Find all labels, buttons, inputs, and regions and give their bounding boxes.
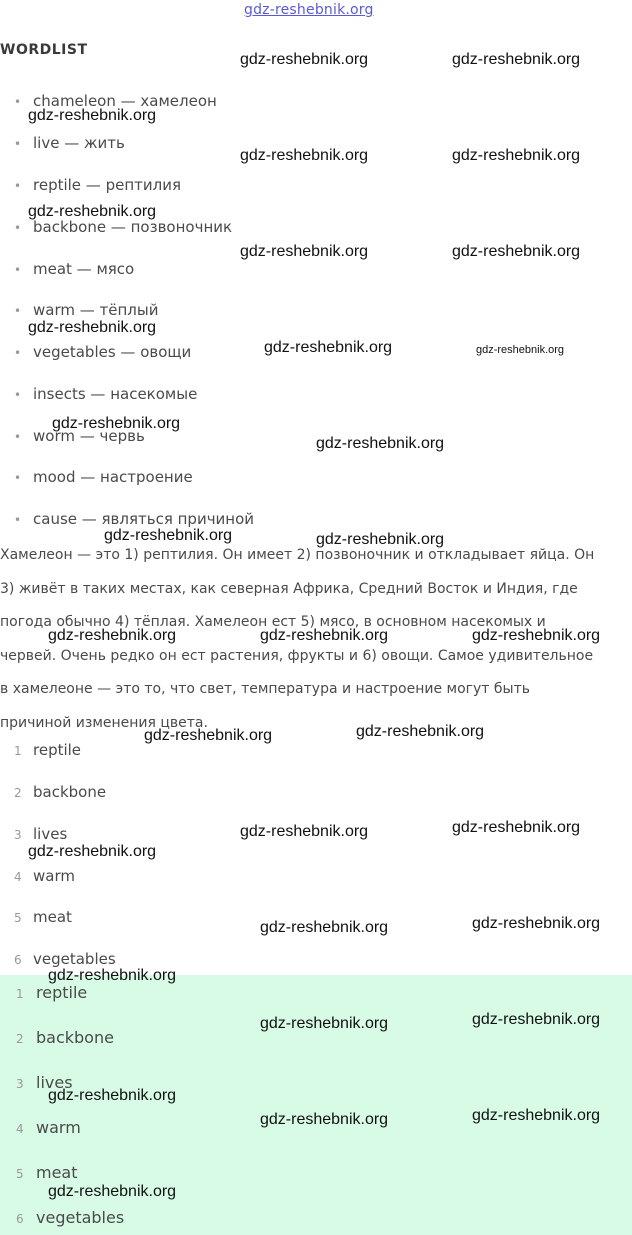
bullet-icon: • [14, 346, 22, 360]
watermark: gdz-reshebnik.org [260, 627, 389, 644]
watermark: gdz-reshebnik.org [316, 435, 445, 452]
translation-paragraph [0, 539, 630, 740]
watermark: gdz-reshebnik.org [316, 531, 445, 548]
wordlist-item: • live — жить [14, 134, 125, 152]
wordlist-heading: WORDLIST [0, 42, 88, 58]
watermark: gdz-reshebnik.org [472, 1107, 601, 1124]
watermark: gdz-reshebnik.org [452, 819, 581, 836]
wordlist-item: • insects — насекомые [14, 385, 198, 403]
answer-item: 2 backbone [14, 783, 107, 801]
watermark: gdz-reshebnik.org [144, 727, 273, 744]
bullet-icon: • [14, 137, 22, 151]
wordlist-item: • reptile — рептилия [14, 176, 181, 194]
watermark: gdz-reshebnik.org [48, 1183, 177, 1200]
answer-box-item: 5 meat [16, 1163, 78, 1182]
watermark: gdz-reshebnik.org [260, 919, 389, 936]
bullet-icon: • [14, 430, 22, 444]
bullet-icon: • [14, 304, 22, 318]
watermark: gdz-reshebnik.org [260, 1015, 389, 1032]
watermark: gdz-reshebnik.org [452, 147, 581, 164]
answer-item: 3 lives [14, 825, 68, 843]
bullet-icon: • [14, 471, 22, 485]
watermark: gdz-reshebnik.org [28, 107, 157, 124]
watermark: gdz-reshebnik.org [476, 344, 565, 356]
answer-box-item: 3 lives [16, 1073, 73, 1092]
answer-box-item: 4 warm [16, 1118, 81, 1137]
bullet-icon: • [14, 95, 22, 109]
translation-line: погода обычно 4) тёплая. Хамелеон ест 5) мясо, в основном насекомых и [0, 614, 546, 630]
wordlist-item: • chameleon — хамелеон [14, 92, 217, 110]
watermark: gdz-reshebnik.org [356, 723, 485, 740]
watermark: gdz-reshebnik.org [240, 823, 369, 840]
watermark: gdz-reshebnik.org [472, 915, 601, 932]
watermark: gdz-reshebnik.org [28, 843, 157, 860]
watermark: gdz-reshebnik.org [452, 243, 581, 260]
watermark: gdz-reshebnik.org [240, 51, 369, 68]
answer-item: 4 warm [14, 867, 75, 885]
translation-line: Хамелеон — это 1) рептилия. Он имеет 2) позвоночник и откладывает яйца. Он [0, 547, 595, 563]
wordlist-item: • vegetables — овощи [14, 343, 192, 361]
watermark: gdz-reshebnik.org [28, 203, 157, 220]
watermark: gdz-reshebnik.org [28, 319, 157, 336]
answer-box [0, 975, 632, 1235]
translation-line: причиной изменения цвета. [0, 714, 208, 731]
watermark: gdz-reshebnik.org [240, 147, 369, 164]
watermark: gdz-reshebnik.org [52, 415, 181, 432]
watermark: gdz-reshebnik.org [240, 243, 369, 260]
bullet-icon: • [14, 263, 22, 277]
wordlist-item: • meat — мясо [14, 260, 135, 278]
answer-item: 5 meat [14, 908, 72, 926]
watermark: gdz-reshebnik.org [48, 1087, 177, 1104]
watermark: gdz-reshebnik.org [452, 51, 581, 68]
watermark: gdz-reshebnik.org [472, 1011, 601, 1028]
watermark: gdz-reshebnik.org [472, 627, 601, 644]
watermark: gdz-reshebnik.org [48, 967, 177, 984]
answer-item: 6 vegetables [14, 950, 116, 968]
bullet-icon: • [14, 221, 22, 235]
site-link[interactable]: gdz-reshebnik.org [244, 2, 374, 18]
wordlist-item: • mood — настроение [14, 468, 193, 486]
translation-line: 3) живёт в таких местах, как северная Африка, Средний Восток и Индия, где [0, 580, 578, 597]
watermark: gdz-reshebnik.org [48, 627, 177, 644]
answer-box-item: 2 backbone [16, 1028, 114, 1047]
watermark: gdz-reshebnik.org [260, 1111, 389, 1128]
bullet-icon: • [14, 388, 22, 402]
answer-item: 1 reptile [14, 741, 82, 759]
watermark: gdz-reshebnik.org [264, 339, 393, 356]
bullet-icon: • [14, 179, 22, 193]
translation-line: червей. Очень редко он ест растения, фрукты и 6) овощи. Самое удивительное [0, 647, 594, 664]
translation-line: в хамелеоне — это то, что свет, температура и настроение могут быть [0, 681, 530, 697]
bullet-icon: • [14, 513, 22, 527]
wordlist-item: • warm — тёплый [14, 301, 159, 319]
wordlist-item: • cause — являться причиной [14, 510, 255, 528]
wordlist-item: • backbone — позвоночник [14, 218, 233, 236]
wordlist-item: • worm — червь [14, 427, 145, 445]
answer-box-item: 1 reptile [16, 983, 88, 1002]
answer-box-item: 6 vegetables [16, 1208, 125, 1227]
watermark: gdz-reshebnik.org [104, 527, 233, 544]
